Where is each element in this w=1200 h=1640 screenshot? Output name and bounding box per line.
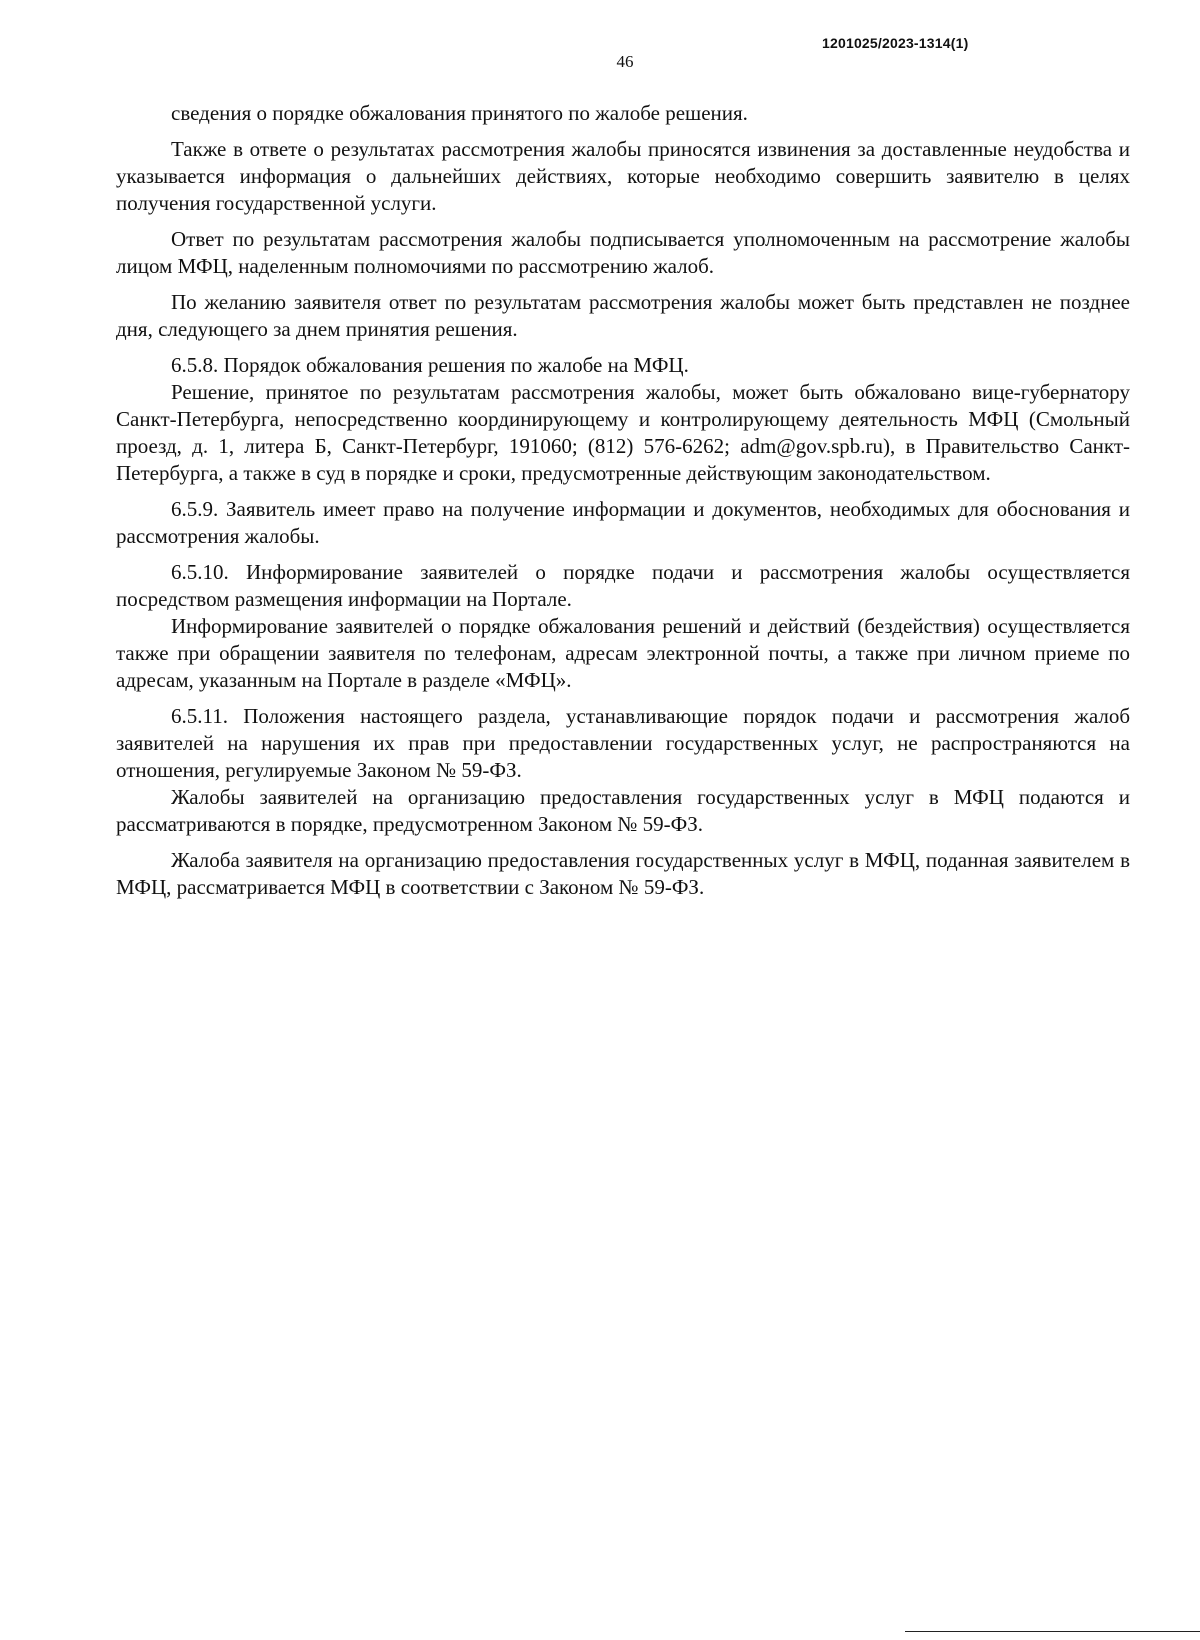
- document-body: [116, 100, 1130, 901]
- paragraph-appeal-procedure-info: сведения о порядке обжалования принятого по жалобе решения.: [171, 101, 748, 125]
- paragraph-decision-appeal: Решение, принятое по результатам рассмотрения жалобы, может быть обжаловано вице-губернатору Санкт-Петербурга, непосредственно координирующему и контролирующему деятельность МФЦ (Смольный проезд, д. 1, литера Б, Санкт-Петербург, 191060; (812) 576-6262; adm@gov.spb.ru), в Правительство Санкт-Петербурга, а также в суд в порядке и сроки, предусмотренные действующим законодательством.: [116, 380, 1130, 485]
- paragraph-response-signature: Ответ по результатам рассмотрения жалобы подписывается уполномоченным на рассмотрение жалобы лицом МФЦ, наделенным полномочиями по рассмотрению жалоб.: [116, 227, 1130, 278]
- section-6-5-8-heading: 6.5.8. Порядок обжалования решения по жалобе на МФЦ.: [171, 353, 689, 377]
- document-id: 1201025/2023-1314(1): [822, 35, 969, 51]
- paragraph-informing-applicants: Информирование заявителей о порядке обжалования решений и действий (бездействия) осуществляется также при обращении заявителя по телефонам, адресам электронной почты, а также при личном приеме по адресам, указанным на Портале в разделе «МФЦ».: [116, 614, 1130, 692]
- bottom-divider: [905, 1631, 1200, 1632]
- paragraph-apology: Также в ответе о результатах рассмотрения жалобы приносятся извинения за доставленные неудобства и указывается информация о дальнейших действиях, которые необходимо совершить заявителю в целях получения государственной услуги.: [116, 137, 1130, 215]
- section-6-5-11: 6.5.11. Положения настоящего раздела, устанавливающие порядок подачи и рассмотрения жалоб заявителей на нарушения их прав при предоставлении государственных услуг, не распространяются на отношения, регулируемые Законом № 59-ФЗ.: [116, 704, 1130, 782]
- page-number: 46: [616, 52, 634, 71]
- paragraph-complaint-review: Жалоба заявителя на организацию предоставления государственных услуг в МФЦ, поданная заявителем в МФЦ, рассматривается МФЦ в соответствии с Законом № 59-ФЗ.: [116, 848, 1130, 899]
- paragraph-response-delivery: По желанию заявителя ответ по результатам рассмотрения жалобы может быть представлен не позднее дня, следующего за днем принятия решения.: [116, 290, 1130, 341]
- paragraph-complaints-procedure: Жалобы заявителей на организацию предоставления государственных услуг в МФЦ подаются и рассматриваются в порядке, предусмотренном Законом № 59-ФЗ.: [116, 785, 1130, 836]
- section-6-5-9: 6.5.9. Заявитель имеет право на получение информации и документов, необходимых для обоснования и рассмотрения жалобы.: [116, 497, 1130, 548]
- section-6-5-10: 6.5.10. Информирование заявителей о порядке подачи и рассмотрения жалобы осуществляется посредством размещения информации на Портале.: [116, 560, 1130, 611]
